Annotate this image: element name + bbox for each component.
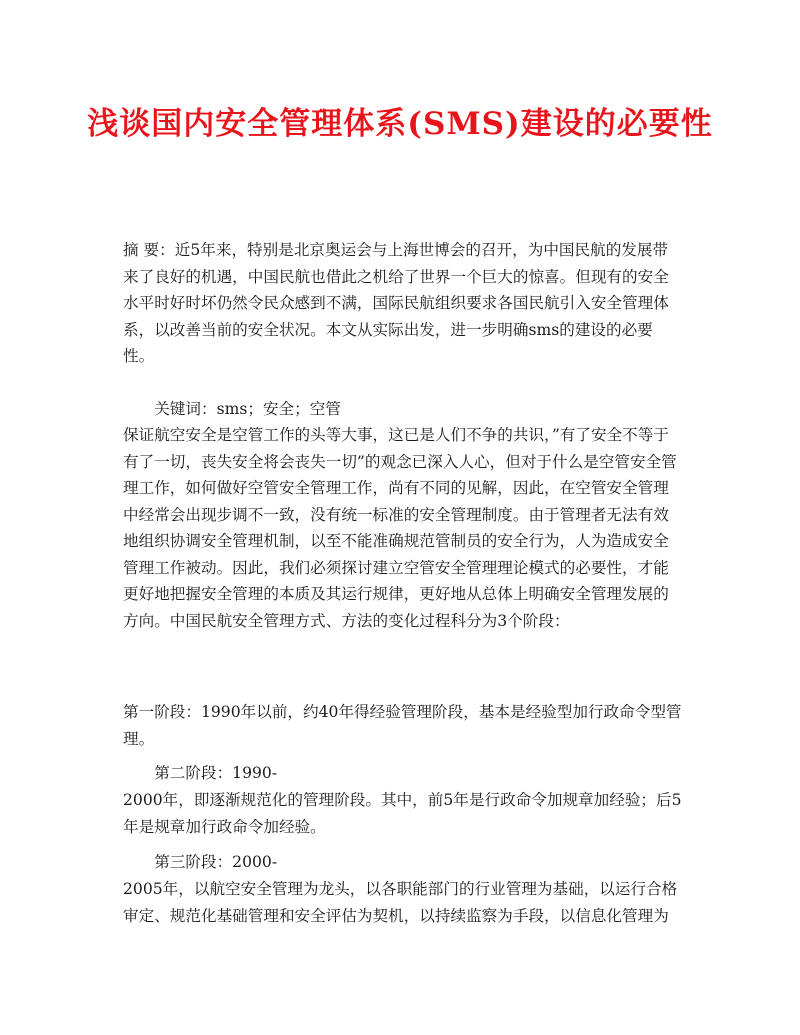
- stage-two-paragraph: 2000年，即逐渐规范化的管理阶段。其中，前5年是行政命令加规章加经验；后5年是规章加行政命令加经验。: [123, 791, 682, 836]
- abstract-paragraph: 摘 要：近5年来，特别是北京奥运会与上海世博会的召开，为中国民航的发展带来了良好的机遇，中国民航也借此之机给了世界一个巨大的惊喜。但现有的安全水平时好时坏仍然令民众感到不满，国际民航组织要求各国民航引入安全管理体系，以改善当前的安全状况。本文从实际出发，进一步明确sms的建设的必要性。: [123, 241, 669, 365]
- stage-one-paragraph: 第一阶段：1990年以前，约40年得经验管理阶段，基本是经验型加行政命令型管理。: [123, 703, 682, 748]
- keywords-line: 关键词：sms；安全；空管: [154, 400, 341, 418]
- stage-three-heading: 第三阶段：2000-: [154, 853, 278, 871]
- document-title: 浅谈国内安全管理体系(SMS)建设的必要性: [87, 106, 713, 142]
- stage-three-paragraph: 2005年，以航空安全管理为龙头，以各职能部门的行业管理为基础，以运行合格审定、规范化基础管理和安全评估为契机，以持续监察为手段，以信息化管理为: [123, 880, 678, 925]
- stage-two-heading: 第二阶段：1990-: [154, 764, 278, 782]
- intro-paragraph: 保证航空安全是空管工作的头等大事，这已是人们不争的共识，”有了安全不等于有了一切，丧失安全将会丧失一切”的观念已深入人心，但对于什么是空管安全管理工作，如何做好空管安全管理工作，尚有不同的见解，因此，在空管安全管理中经常会出现步调不一致，没有统一标准的安全管理制度。由于管理者无法有效地组织协调安全管理机制，以至不能准确规范管制员的安全行为，人为造成安全管理工作被动。因此，我们必须探讨建立空管安全管理理论模式的必要性，才能更好地把握安全管理的本质及其运行规律，更好地从总体上明确安全管理发展的方向。中国民航安全管理方式、方法的变化过程科分为3个阶段：: [123, 426, 677, 630]
